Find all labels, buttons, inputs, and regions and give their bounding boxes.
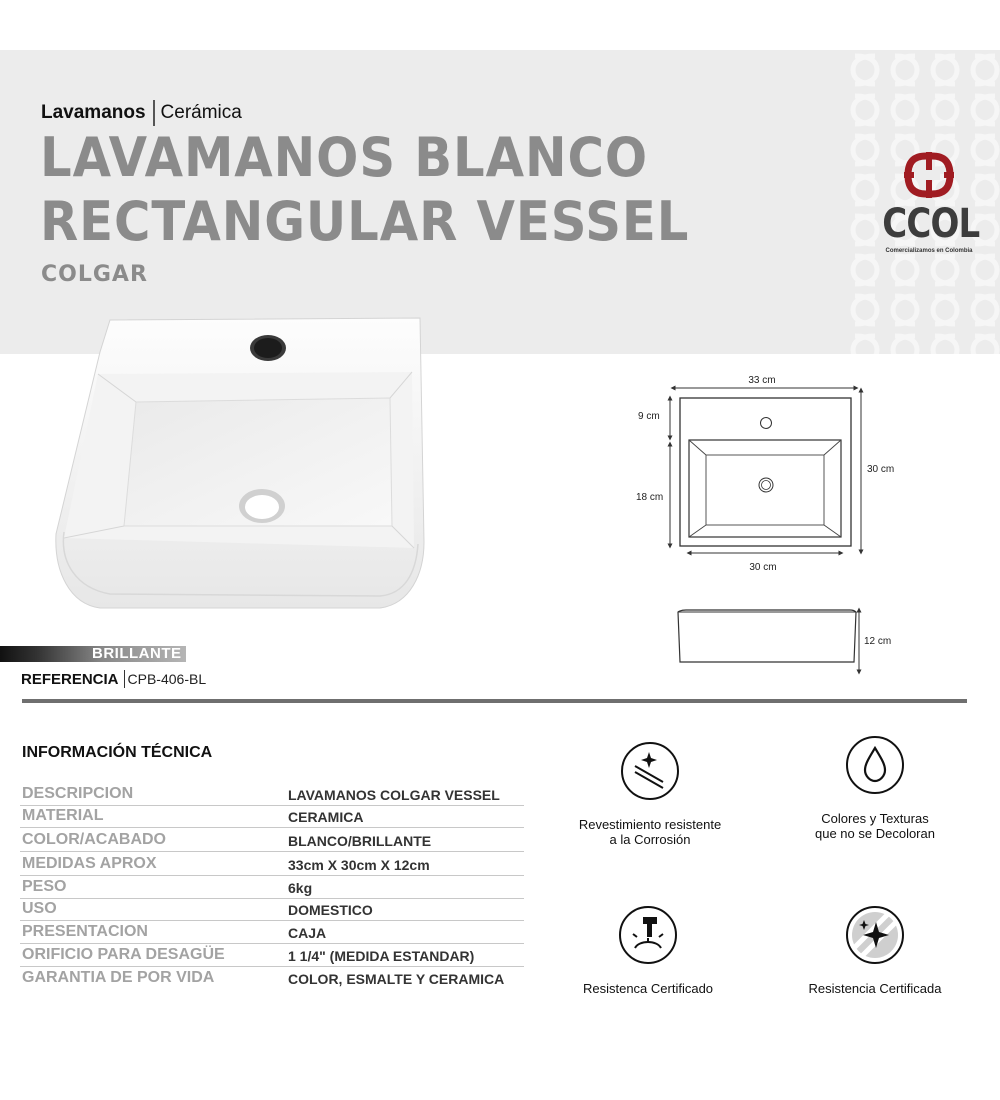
logo-tagline: Comercializamos en Colombia bbox=[885, 248, 973, 254]
finish-label: BRILLANTE bbox=[92, 645, 182, 662]
reference-label: REFERENCIA bbox=[21, 670, 119, 688]
feature-colors bbox=[785, 734, 965, 841]
feature-text bbox=[560, 817, 740, 847]
spec-value: 6kg bbox=[288, 880, 313, 896]
title-line-2: RECTANGULAR VESSEL bbox=[40, 190, 690, 253]
breadcrumb-category: Lavamanos bbox=[41, 102, 146, 123]
breadcrumb-subcategory: Cerámica bbox=[160, 102, 242, 123]
logo-name: CCOL bbox=[882, 201, 980, 247]
spec-value: BLANCO/BRILLANTE bbox=[288, 833, 432, 849]
spec-value: LAVAMANOS COLGAR VESSEL bbox=[288, 787, 500, 803]
spec-row-weight bbox=[20, 877, 524, 899]
spec-row-description bbox=[20, 784, 524, 806]
dim-top-width: 33 cm bbox=[748, 375, 776, 386]
spec-label: GARANTIA DE POR VIDA bbox=[22, 969, 215, 986]
cc-logo-icon bbox=[904, 150, 954, 200]
feature-corrosion bbox=[560, 740, 740, 847]
feature-line-2: que no se Decoloran bbox=[815, 826, 935, 841]
spec-label: DESCRIPCION bbox=[22, 785, 134, 802]
spec-label: PRESENTACION bbox=[22, 923, 148, 940]
spec-label: MATERIAL bbox=[22, 807, 104, 824]
spec-row-drain bbox=[20, 945, 524, 967]
spec-label: MEDIDAS APROX bbox=[22, 855, 157, 872]
spec-row-measures bbox=[20, 854, 524, 876]
page-title bbox=[40, 126, 689, 254]
reference-row bbox=[21, 670, 206, 688]
spec-row-use bbox=[20, 899, 524, 921]
spec-value: 33cm X 30cm X 12cm bbox=[288, 857, 430, 873]
reference-value: CPB-406-BL bbox=[127, 671, 207, 687]
spec-label: USO bbox=[22, 900, 57, 917]
dimension-diagram bbox=[600, 360, 920, 690]
title-line-1: LAVAMANOS BLANCO bbox=[40, 126, 649, 189]
spec-row-warranty bbox=[20, 967, 524, 989]
spec-value: CERAMICA bbox=[288, 809, 364, 825]
feature-text bbox=[785, 811, 965, 841]
tech-info-title: INFORMACIÓN TÉCNICA bbox=[22, 744, 213, 761]
spec-label: ORIFICIO PARA DESAGÜE bbox=[22, 946, 225, 963]
spec-value: DOMESTICO bbox=[288, 902, 373, 918]
feature-impact bbox=[558, 904, 738, 996]
hammer-impact-icon bbox=[617, 904, 679, 966]
spec-row-material bbox=[20, 806, 524, 828]
feature-line-1: Revestimiento resistente bbox=[578, 817, 722, 832]
reference-separator bbox=[124, 670, 125, 688]
feature-line-1: Colores y Texturas bbox=[821, 811, 929, 826]
dim-side-top: 9 cm bbox=[638, 411, 660, 422]
breadcrumb-separator bbox=[153, 100, 155, 126]
dim-total-height: 30 cm bbox=[867, 464, 895, 475]
feature-line-1: Resistenca Certificado bbox=[582, 981, 714, 996]
droplet-icon bbox=[844, 734, 906, 796]
breadcrumb bbox=[41, 100, 242, 126]
basin-product-image bbox=[50, 312, 430, 612]
dim-side-basin: 18 cm bbox=[636, 492, 664, 503]
dim-bottom-width: 30 cm bbox=[749, 562, 777, 573]
sparkle-coating-icon bbox=[619, 740, 681, 802]
feature-text bbox=[558, 981, 738, 996]
brand-logo bbox=[874, 150, 984, 254]
spec-row-color bbox=[20, 830, 524, 852]
dim-depth: 12 cm bbox=[864, 636, 892, 647]
spec-value: COLOR, ESMALTE Y CERAMICA bbox=[288, 971, 505, 987]
spec-row-presentation bbox=[20, 922, 524, 944]
section-divider bbox=[22, 699, 967, 703]
feature-line-1: Resistencia Certificada bbox=[808, 981, 942, 996]
feature-certified bbox=[785, 904, 965, 996]
feature-text bbox=[785, 981, 965, 996]
spec-value: 1 1/4" (MEDIDA ESTANDAR) bbox=[288, 948, 475, 964]
spec-value: CAJA bbox=[288, 925, 327, 941]
sparkle-shine-icon bbox=[844, 904, 906, 966]
feature-line-2: a la Corrosión bbox=[609, 832, 691, 847]
spec-label: COLOR/ACABADO bbox=[22, 831, 166, 848]
page-subtitle: COLGAR bbox=[41, 262, 148, 287]
spec-label: PESO bbox=[22, 878, 67, 895]
